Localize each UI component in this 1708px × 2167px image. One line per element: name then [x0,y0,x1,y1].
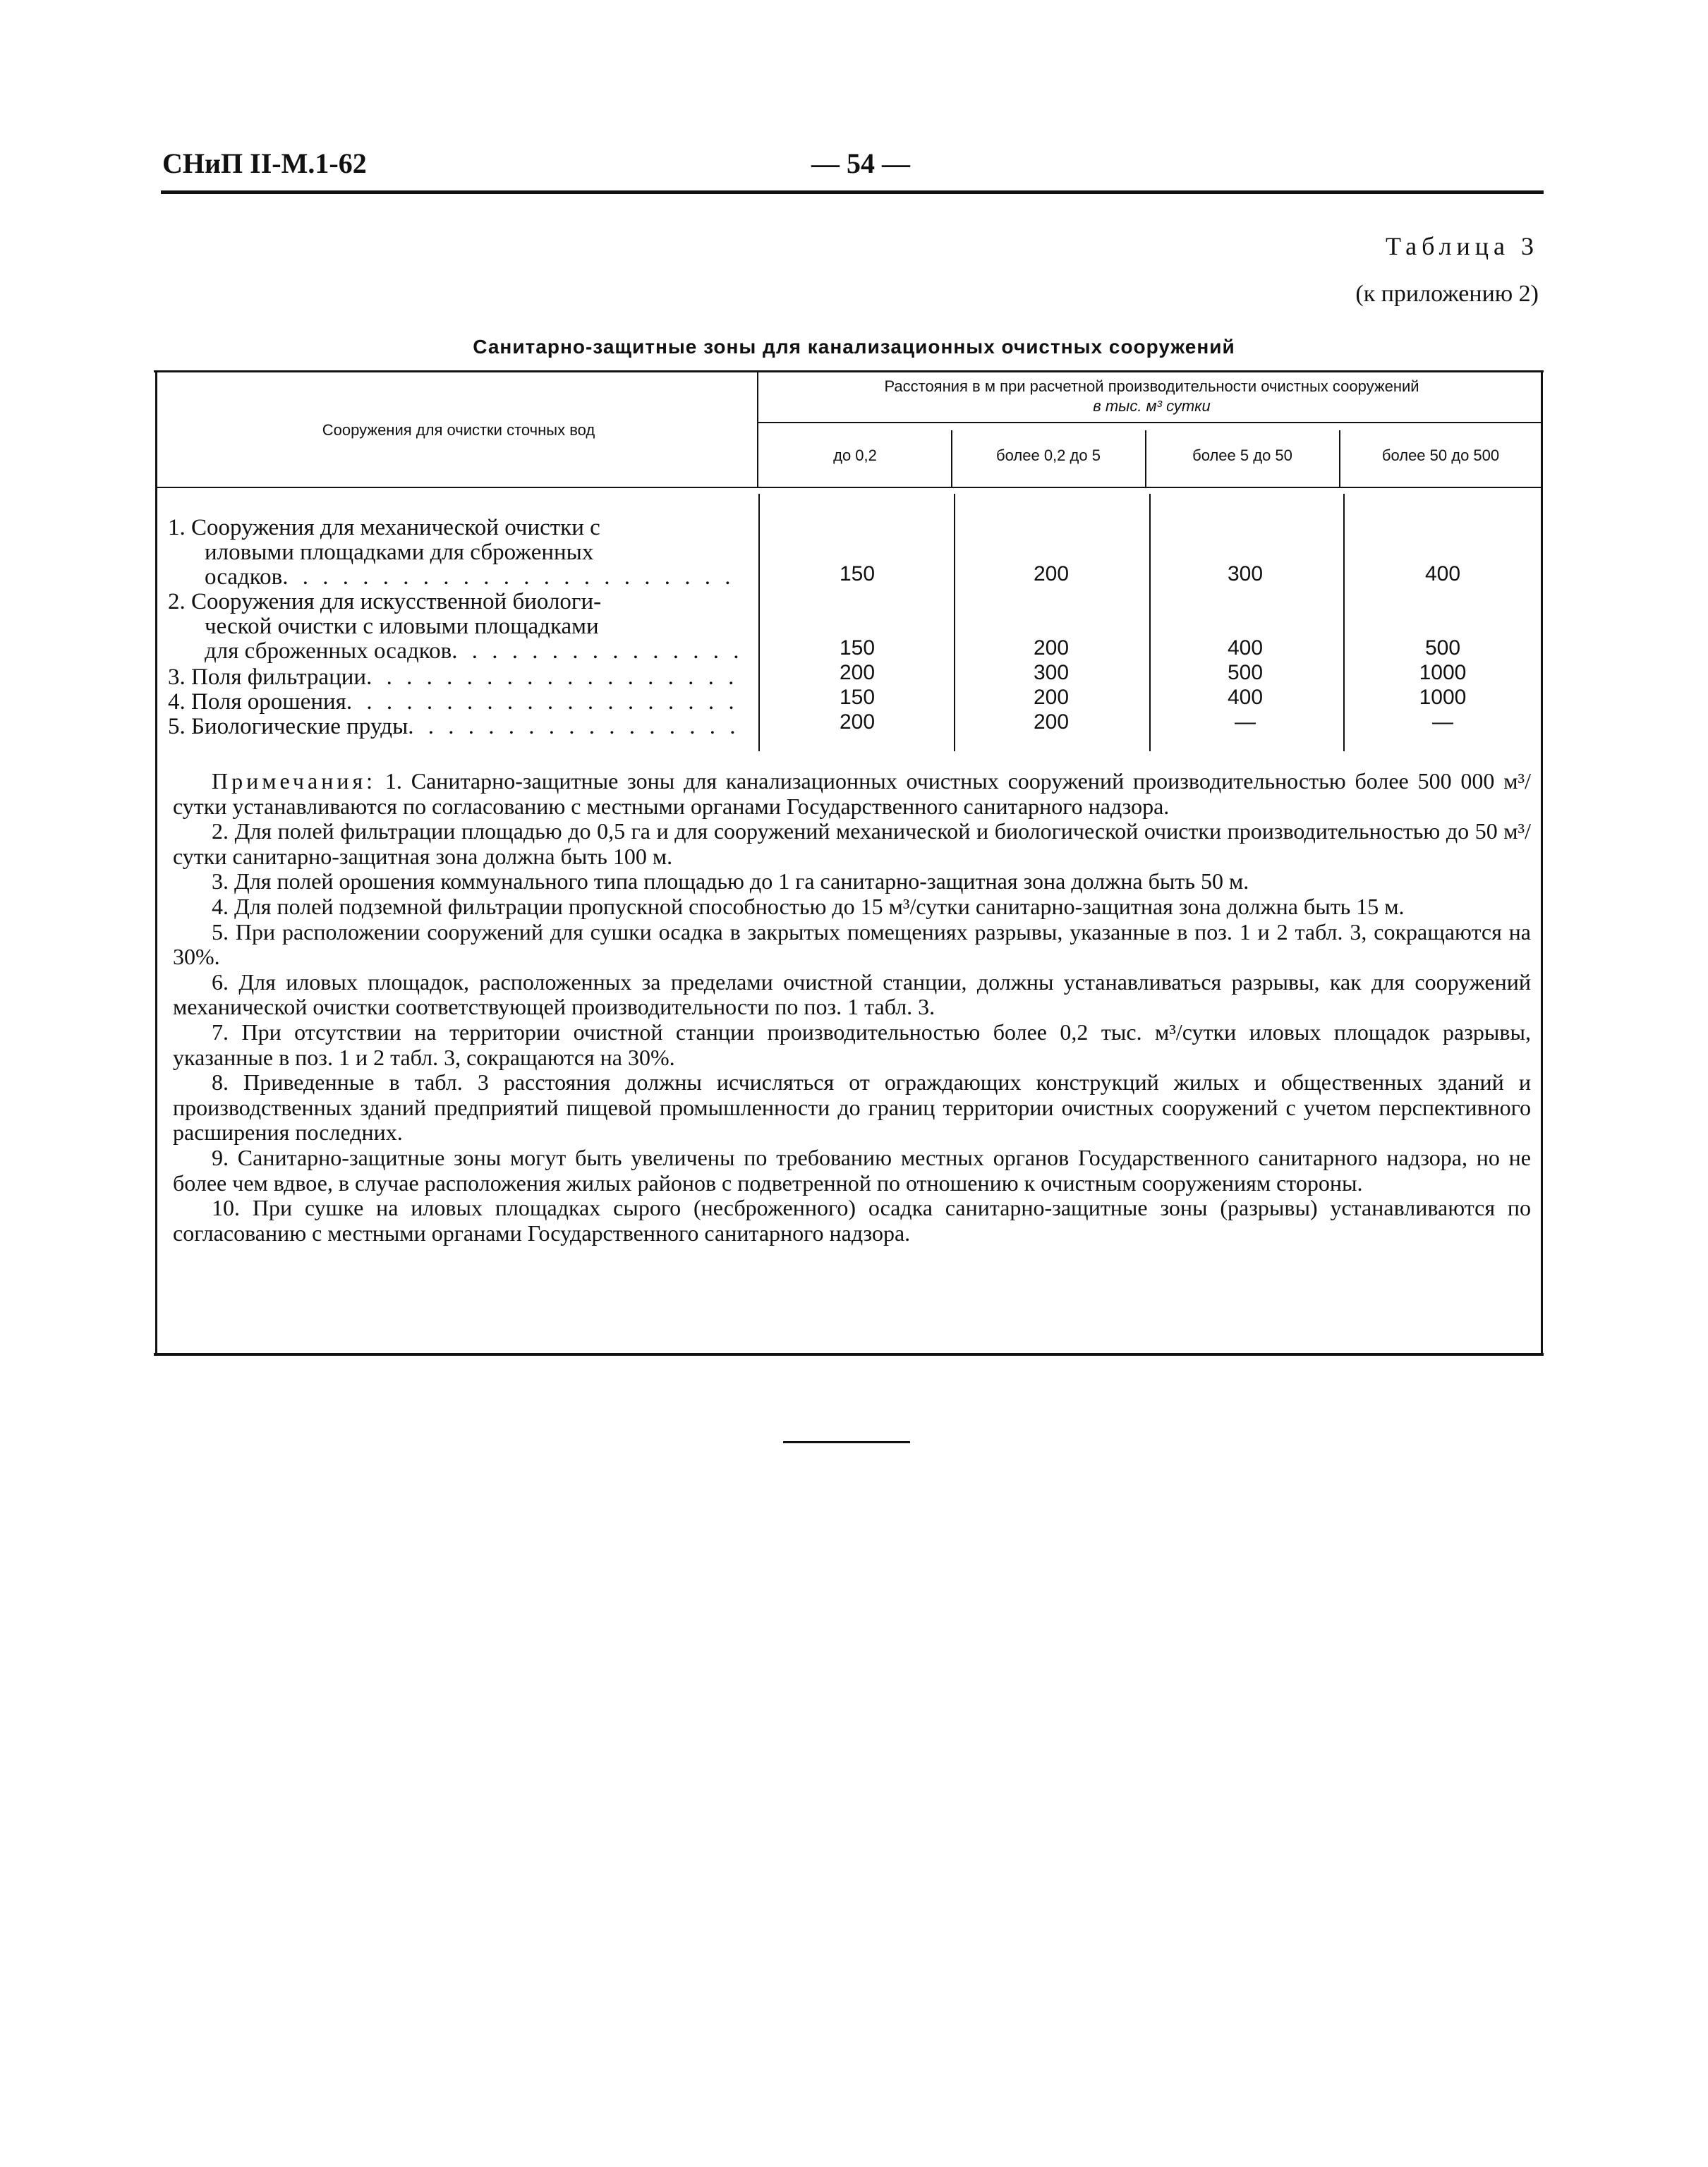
dot-leader [282,565,746,590]
table-cell: 200 [839,661,876,684]
note-9: 9. Санитарно-защитные зоны могут быть увеличены по требованию местных органов Государственного санитарного надзора, но не более чем вдвое, в случае расположения жилых районов с подветренной по отношению к очистным сооружениям стороны. [173,1144,1531,1196]
table-cell: 400 [1227,686,1264,709]
table-cell: 150 [839,686,876,709]
table-reference: (к приложению 2) [1355,281,1539,307]
note-4: 4. Для полей подземной фильтрации пропускной способностью до 15 м³/сутки санитарно-защитная зона должна быть 15 м. [212,893,1405,919]
table-cell: 200 [839,710,876,734]
table-frame-bottom [154,1353,1544,1356]
table-cell: 500 [1424,636,1461,660]
table-row-label [168,715,746,739]
notes-lead: Примечания: [212,768,377,794]
dot-leader [408,715,746,739]
row-label-line: ческой очистки с иловыми площадками [205,614,599,639]
row-label-line: 1. Сооружения для механической очистки с [168,516,600,540]
note-1-text: 1. Санитарно-защитные зоны для канализационных очистных сооружений производительностью более 500 000 м³/сутки устанавливаются по согласованию с местными органами Государственного санитарного надзора. [173,768,1532,819]
subheader-0: до 0,2 [833,447,877,464]
group-header-divider [758,422,1542,423]
col-divider-header-2 [1145,430,1146,487]
table-cell: — [1235,710,1256,734]
header-body-divider [155,487,1542,488]
table-cell: 400 [1424,562,1461,585]
row-label-line: иловыми площадками для сброженных [205,540,594,565]
note-10: 10. При сушке на иловых площадках сырого (несброженного) осадка санитарно-защитные зоны (разрывы) устанавливаются по согласованию с местными органами Государственного санитарного надзора. [173,1195,1531,1246]
table-notes [173,769,1531,1246]
table-label: Таблица 3 [1386,232,1539,260]
table-cell: 200 [1033,562,1070,585]
table-frame-top [154,370,1544,372]
note-7: 7. При отсутствии на территории очистной станции производительностью более 0,2 тыс. м³/сутки иловых площадок разрывы, указанные в поз. 1 и 2 табл. 3, сокращаются на 30%. [173,1019,1531,1070]
note-3: 3. Для полей орошения коммунального типа площадью до 1 га санитарно-защитная зона должна быть 50 м. [212,868,1249,894]
table-cell: 500 [1227,661,1264,684]
row-label-line: осадков [205,565,283,590]
table-row-label [168,690,746,715]
table-title: Санитарно-защитные зоны для канализационных очистных сооружений [473,336,1235,358]
table-cell: 1000 [1419,686,1467,709]
group-header-line2: в тыс. м³ сутки [1093,397,1211,415]
end-rule [783,1441,910,1443]
col-divider-body-3 [1343,494,1345,751]
table-frame-right [1541,370,1543,1355]
table-cell: 200 [1033,710,1070,734]
page-number: — 54 — [811,147,910,179]
header-rule [161,190,1544,194]
col-divider-header-3 [1339,430,1340,487]
note-8: 8. Приведенные в табл. 3 расстояния должны исчисляться от ограждающих конструкций жилых и общественных зданий и производственных зданий предприятий пищевой промышленности до границ территории очистных сооружений с учетом перспективного расширения последних. [173,1069,1531,1146]
col-divider-header-1 [951,430,952,487]
table-cell: 1000 [1419,661,1467,684]
row-label-line: 5. Биологические пруды [168,715,408,739]
dot-leader [452,639,746,664]
row-label-line: для сброженных осадков [205,639,452,664]
document-code: СНиП II-М.1-62 [162,147,367,179]
table-cell: 200 [1033,636,1070,660]
table-row-label [168,516,746,590]
table-cell: 300 [1227,562,1264,585]
table-cell: 300 [1033,661,1070,684]
table-cell: 200 [1033,686,1070,709]
note-5: 5. При расположении сооружений для сушки осадка в закрытых помещениях разрывы, указанные в поз. 1 и 2 табл. 3, сокращаются на 30%. [173,918,1531,970]
col-divider-body-2 [1149,494,1151,751]
dot-leader [346,690,746,715]
subheader-3: более 50 до 500 [1381,447,1500,464]
table-row-label [168,590,746,664]
note-6: 6. Для иловых площадок, расположенных за пределами очистной станции, должны устанавливаться разрывы, как для сооружений механической очистки соответствующей производительности по поз. 1 табл. 3. [173,969,1531,1020]
column-header-structures: Сооружения для очистки сточных вод [322,421,595,439]
page-header [162,147,1542,196]
subheader-2: более 5 до 50 [1192,447,1292,464]
table-cell: 150 [839,562,876,585]
table-cell: 400 [1227,636,1264,660]
table-frame-left [155,370,157,1355]
note-1 [173,769,1531,819]
dot-leader [366,665,746,690]
row-label-line: 3. Поля фильтрации [168,665,367,690]
subheader-1: более 0,2 до 5 [996,447,1101,464]
note-2: 2. Для полей фильтрации площадью до 0,5 га и для сооружений механической и биологической очистки производительностью до 50 м³/сутки санитарно-защитная зона должна быть 100 м. [173,818,1531,869]
col-divider-header-0 [757,372,758,487]
table-row-label [168,665,746,690]
row-label-line: 2. Сооружения для искусственной биологи- [168,590,602,614]
col-divider-body-0 [758,494,760,751]
col-divider-body-1 [954,494,955,751]
group-header-line1: Расстояния в м при расчетной производительности очистных сооружений [884,377,1419,395]
table-cell: — [1432,710,1453,734]
row-label-line: 4. Поля орошения [168,690,346,715]
table-cell: 150 [839,636,876,660]
